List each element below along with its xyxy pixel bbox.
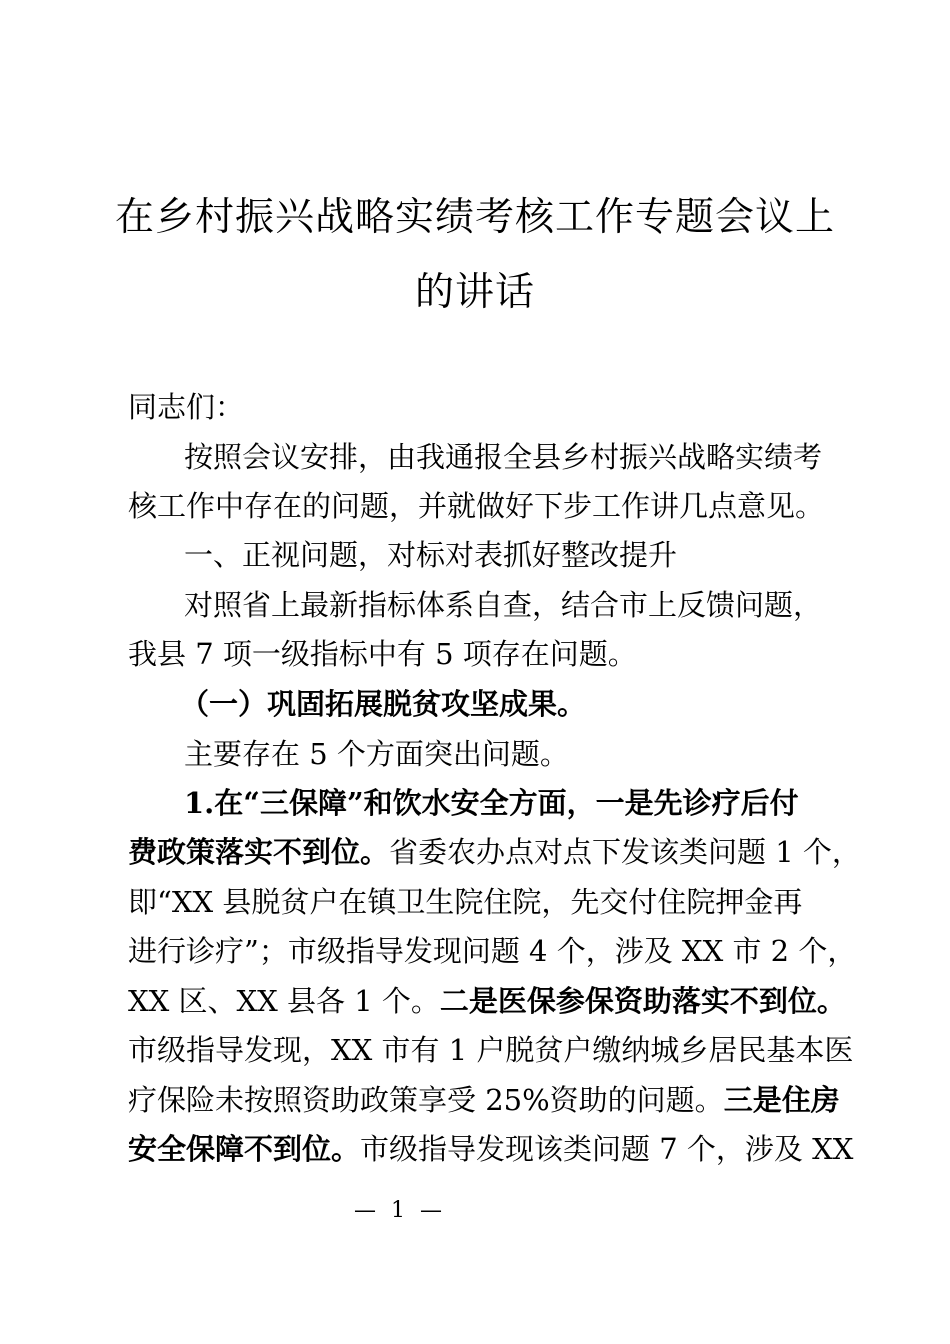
subsection-1-heading: （一）巩固拓展脱贫攻坚成果。	[180, 687, 587, 721]
item-1-line-5-bold: 二是医保参保资助落实不到位。	[439, 984, 846, 1018]
item-1-line-7	[128, 1082, 840, 1118]
subsection-1-summary: 主要存在 5 个方面突出问题。	[184, 737, 569, 771]
section-1-para-line-2: 我县 7 项一级指标中有 5 项存在问题。	[128, 637, 637, 671]
salutation: 同志们：	[128, 390, 245, 424]
item-1-line-5-text: XX 区、XX 县各 1 个。	[128, 984, 440, 1018]
item-1-line-2-text: 省委农办点对点下发该类问题 1 个，	[389, 835, 861, 869]
intro-line-1: 按照会议安排，由我通报全县乡村振兴战略实绩考	[184, 440, 823, 474]
item-1-line-4: 进行诊疗”；市级指导发现问题 4 个，涉及 XX 市 2 个，	[128, 934, 857, 968]
item-1-line-8	[128, 1131, 854, 1167]
item-1-line-1: 1.在“三保障”和饮水安全方面，一是先诊疗后付	[184, 786, 799, 820]
document-title-line-1: 在乡村振兴战略实绩考核工作专题会议上	[114, 195, 835, 240]
page-number: — 1 —	[354, 1198, 446, 1223]
item-1-line-2	[128, 834, 861, 870]
section-1-heading: 一、正视问题，对标对表抓好整改提升	[184, 538, 678, 572]
item-1-line-6: 市级指导发现，XX 市有 1 户脱贫户缴纳城乡居民基本医	[128, 1033, 854, 1067]
item-1-line-8-bold: 安全保障不到位。	[128, 1132, 361, 1166]
intro-line-2: 核工作中存在的问题，并就做好下步工作讲几点意见。	[128, 489, 825, 523]
item-1-line-5	[128, 983, 846, 1019]
item-1-line-7-text: 疗保险未按照资助政策享受 25%资助的问题。	[128, 1083, 724, 1117]
item-1-line-8-text: 市级指导发现该类问题 7 个，涉及 XX	[360, 1132, 854, 1166]
item-1-line-2-bold: 费政策落实不到位。	[128, 835, 390, 869]
item-1-line-7-bold: 三是住房	[723, 1083, 840, 1117]
document-title-line-2: 的讲话	[414, 270, 535, 315]
section-1-para-line-1: 对照省上最新指标体系自查，结合市上反馈问题，	[184, 588, 823, 622]
item-1-line-3: 即“XX 县脱贫户在镇卫生院住院，先交付住院押金再	[128, 885, 803, 919]
